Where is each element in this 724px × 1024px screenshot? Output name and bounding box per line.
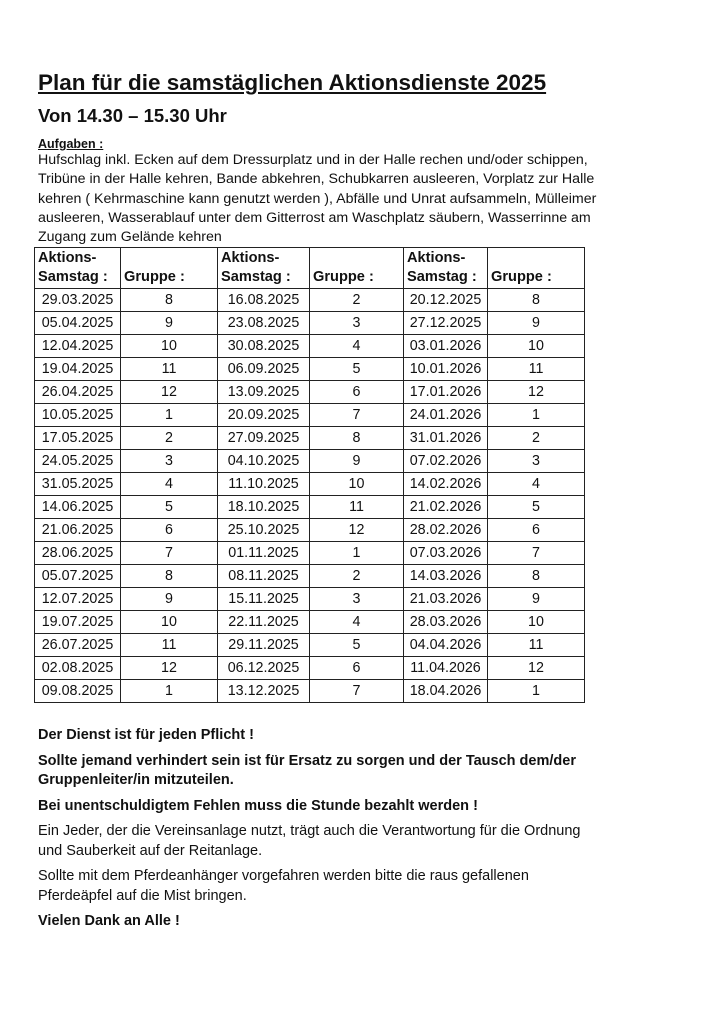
group-cell: 12 xyxy=(310,519,404,542)
group-cell: 11 xyxy=(121,358,218,381)
date-cell: 14.06.2025 xyxy=(35,496,121,519)
group-cell: 5 xyxy=(121,496,218,519)
date-cell: 29.11.2025 xyxy=(218,634,310,657)
date-cell: 21.02.2026 xyxy=(404,496,488,519)
date-cell: 12.07.2025 xyxy=(35,588,121,611)
table-row xyxy=(35,611,585,634)
table-row xyxy=(35,496,585,519)
date-cell: 27.12.2025 xyxy=(404,312,488,335)
page-title: Plan für die samstäglichen Aktionsdienste 2025 xyxy=(38,70,547,95)
group-cell: 3 xyxy=(488,450,585,473)
table-row xyxy=(35,381,585,404)
group-cell: 6 xyxy=(310,381,404,404)
date-cell: 14.02.2026 xyxy=(404,473,488,496)
date-cell: 13.09.2025 xyxy=(218,381,310,404)
date-cell: 03.01.2026 xyxy=(404,335,488,358)
note-paragraph: Sollte jemand verhindert sein ist für Ersatz zu sorgen und der Tausch dem/der Gruppenleiter/in mitzuteilen. xyxy=(38,752,576,788)
note-paragraph: Der Dienst ist für jeden Pflicht ! xyxy=(38,727,254,743)
note-paragraph: Ein Jeder, der die Vereinsanlage nutzt, trägt auch die Verantwortung für die Ordnung und Sauberkeit auf der Reitanlage. xyxy=(38,823,581,859)
date-cell: 20.12.2025 xyxy=(404,289,488,312)
date-cell: 14.03.2026 xyxy=(404,565,488,588)
date-cell: 04.04.2026 xyxy=(404,634,488,657)
group-cell: 5 xyxy=(310,634,404,657)
group-cell: 3 xyxy=(121,450,218,473)
table-row xyxy=(35,335,585,358)
group-cell: 6 xyxy=(310,657,404,680)
group-cell: 12 xyxy=(488,657,585,680)
date-cell: 07.02.2026 xyxy=(404,450,488,473)
group-cell: 9 xyxy=(488,312,585,335)
group-cell: 5 xyxy=(310,358,404,381)
header-group-3: Gruppe : xyxy=(488,248,585,289)
date-cell: 21.03.2026 xyxy=(404,588,488,611)
date-cell: 30.08.2025 xyxy=(218,335,310,358)
table-row xyxy=(35,634,585,657)
tasks-label: Aufgaben : xyxy=(38,137,104,151)
schedule-table xyxy=(34,247,585,703)
group-cell: 7 xyxy=(121,542,218,565)
group-cell: 10 xyxy=(310,473,404,496)
table-row xyxy=(35,427,585,450)
group-cell: 10 xyxy=(121,611,218,634)
group-cell: 6 xyxy=(488,519,585,542)
date-cell: 28.02.2026 xyxy=(404,519,488,542)
group-cell: 6 xyxy=(121,519,218,542)
group-cell: 9 xyxy=(121,588,218,611)
date-cell: 19.07.2025 xyxy=(35,611,121,634)
date-cell: 10.01.2026 xyxy=(404,358,488,381)
date-cell: 17.01.2026 xyxy=(404,381,488,404)
date-cell: 18.04.2026 xyxy=(404,680,488,703)
group-cell: 4 xyxy=(310,611,404,634)
date-cell: 27.09.2025 xyxy=(218,427,310,450)
date-cell: 15.11.2025 xyxy=(218,588,310,611)
header-group-2: Gruppe : xyxy=(310,248,404,289)
date-cell: 26.04.2025 xyxy=(35,381,121,404)
group-cell: 9 xyxy=(310,450,404,473)
date-cell: 02.08.2025 xyxy=(35,657,121,680)
table-row xyxy=(35,542,585,565)
group-cell: 2 xyxy=(121,427,218,450)
date-cell: 04.10.2025 xyxy=(218,450,310,473)
note-paragraph: Vielen Dank an Alle ! xyxy=(38,913,180,929)
date-cell: 01.11.2025 xyxy=(218,542,310,565)
group-cell: 12 xyxy=(121,657,218,680)
group-cell: 9 xyxy=(488,588,585,611)
header-date-2: Aktions- Samstag : xyxy=(218,248,310,289)
date-cell: 17.05.2025 xyxy=(35,427,121,450)
date-cell: 25.10.2025 xyxy=(218,519,310,542)
date-cell: 07.03.2026 xyxy=(404,542,488,565)
group-cell: 8 xyxy=(488,289,585,312)
group-cell: 4 xyxy=(310,335,404,358)
table-row xyxy=(35,289,585,312)
date-cell: 31.01.2026 xyxy=(404,427,488,450)
table-row xyxy=(35,473,585,496)
group-cell: 1 xyxy=(121,404,218,427)
date-cell: 21.06.2025 xyxy=(35,519,121,542)
group-cell: 9 xyxy=(121,312,218,335)
note-paragraph: Sollte mit dem Pferdeanhänger vorgefahren werden bitte die raus gefallenen Pferdeäpfel auf die Mist bringen. xyxy=(38,868,529,904)
date-cell: 23.08.2025 xyxy=(218,312,310,335)
tasks-description: Hufschlag inkl. Ecken auf dem Dressurplatz und in der Halle rechen und/oder schippen, Tribüne in der Halle kehren, Bande abkehren, Schubkarren ausleeren, Vorplatz zur Halle kehren ( Kehrmaschine kann genutzt werden ), Abfälle und Unrat aufsammeln, Mülleimer ausleeren, Wasserablauf unter dem Gitterrost am Waschplatz säubern, Wasserrinne am Zugang zum Gelände kehren xyxy=(38,152,597,246)
group-cell: 2 xyxy=(310,565,404,588)
group-cell: 1 xyxy=(121,680,218,703)
table-row xyxy=(35,404,585,427)
group-cell: 2 xyxy=(488,427,585,450)
group-cell: 11 xyxy=(121,634,218,657)
group-cell: 2 xyxy=(310,289,404,312)
group-cell: 1 xyxy=(488,404,585,427)
group-cell: 11 xyxy=(310,496,404,519)
group-cell: 5 xyxy=(488,496,585,519)
group-cell: 1 xyxy=(488,680,585,703)
date-cell: 26.07.2025 xyxy=(35,634,121,657)
group-cell: 8 xyxy=(121,565,218,588)
group-cell: 7 xyxy=(310,680,404,703)
note-paragraph: Bei unentschuldigtem Fehlen muss die Stunde bezahlt werden ! xyxy=(38,797,478,814)
date-cell: 31.05.2025 xyxy=(35,473,121,496)
table-row xyxy=(35,450,585,473)
date-cell: 05.04.2025 xyxy=(35,312,121,335)
group-cell: 11 xyxy=(488,634,585,657)
date-cell: 11.10.2025 xyxy=(218,473,310,496)
date-cell: 28.06.2025 xyxy=(35,542,121,565)
group-cell: 10 xyxy=(488,335,585,358)
group-cell: 12 xyxy=(488,381,585,404)
date-cell: 10.05.2025 xyxy=(35,404,121,427)
table-row xyxy=(35,519,585,542)
group-cell: 11 xyxy=(488,358,585,381)
date-cell: 20.09.2025 xyxy=(218,404,310,427)
date-cell: 09.08.2025 xyxy=(35,680,121,703)
table-row xyxy=(35,680,585,703)
header-date-3: Aktions- Samstag : xyxy=(404,248,488,289)
time-subtitle: Von 14.30 – 15.30 Uhr xyxy=(38,105,227,126)
date-cell: 13.12.2025 xyxy=(218,680,310,703)
date-cell: 29.03.2025 xyxy=(35,289,121,312)
group-cell: 3 xyxy=(310,588,404,611)
date-cell: 12.04.2025 xyxy=(35,335,121,358)
date-cell: 16.08.2025 xyxy=(218,289,310,312)
group-cell: 12 xyxy=(121,381,218,404)
date-cell: 05.07.2025 xyxy=(35,565,121,588)
group-cell: 4 xyxy=(121,473,218,496)
group-cell: 4 xyxy=(488,473,585,496)
group-cell: 8 xyxy=(488,565,585,588)
date-cell: 19.04.2025 xyxy=(35,358,121,381)
date-cell: 06.12.2025 xyxy=(218,657,310,680)
notes-section xyxy=(38,726,598,938)
date-cell: 11.04.2026 xyxy=(404,657,488,680)
group-cell: 1 xyxy=(310,542,404,565)
group-cell: 8 xyxy=(121,289,218,312)
header-group-1: Gruppe : xyxy=(121,248,218,289)
date-cell: 24.05.2025 xyxy=(35,450,121,473)
group-cell: 10 xyxy=(488,611,585,634)
table-row xyxy=(35,588,585,611)
header-date-1: Aktions- Samstag : xyxy=(35,248,121,289)
table-row xyxy=(35,657,585,680)
group-cell: 10 xyxy=(121,335,218,358)
date-cell: 06.09.2025 xyxy=(218,358,310,381)
date-cell: 08.11.2025 xyxy=(218,565,310,588)
group-cell: 3 xyxy=(310,312,404,335)
table-row xyxy=(35,565,585,588)
group-cell: 7 xyxy=(310,404,404,427)
group-cell: 7 xyxy=(488,542,585,565)
group-cell: 8 xyxy=(310,427,404,450)
date-cell: 22.11.2025 xyxy=(218,611,310,634)
date-cell: 28.03.2026 xyxy=(404,611,488,634)
date-cell: 24.01.2026 xyxy=(404,404,488,427)
table-row xyxy=(35,312,585,335)
table-header-row xyxy=(35,248,585,289)
date-cell: 18.10.2025 xyxy=(218,496,310,519)
table-row xyxy=(35,358,585,381)
